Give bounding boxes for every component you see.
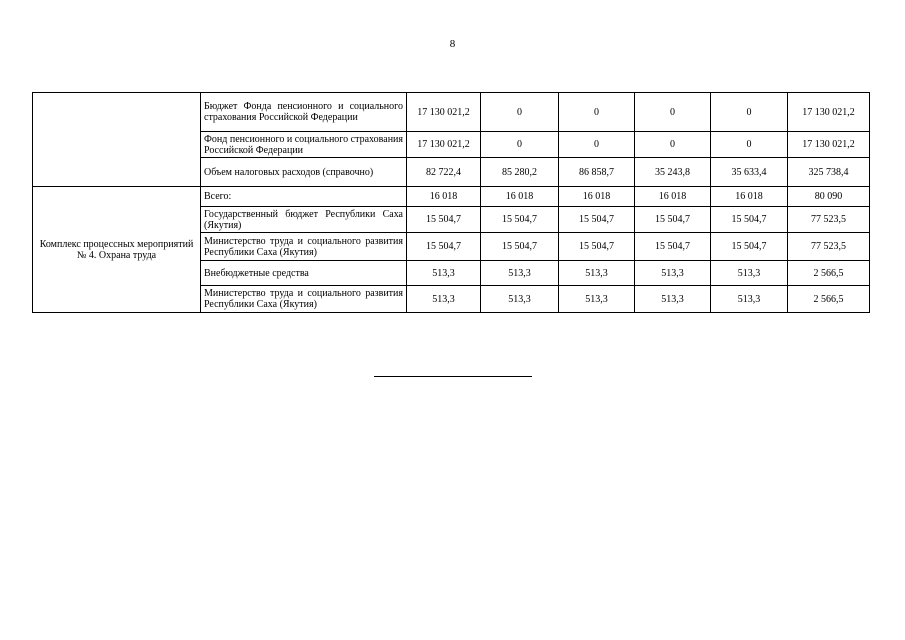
value-cell: 35 243,8 [635, 158, 711, 187]
table-row [33, 93, 870, 132]
value-cell: 513,3 [711, 286, 788, 313]
funding-source-cell: Фонд пенсионного и социального страхования Российской Федерации [201, 132, 407, 158]
total-cell: 2 566,5 [788, 286, 870, 313]
value-cell: 16 018 [711, 187, 788, 207]
value-cell: 16 018 [635, 187, 711, 207]
value-cell: 513,3 [635, 286, 711, 313]
total-cell: 80 090 [788, 187, 870, 207]
value-cell: 0 [481, 132, 559, 158]
table-row [33, 187, 870, 207]
value-cell: 15 504,7 [711, 233, 788, 261]
total-cell: 17 130 021,2 [788, 93, 870, 132]
value-cell: 15 504,7 [481, 207, 559, 233]
value-cell: 15 504,7 [407, 233, 481, 261]
value-cell: 0 [559, 93, 635, 132]
value-cell: 85 280,2 [481, 158, 559, 187]
value-cell: 513,3 [559, 261, 635, 286]
funding-source-cell: Всего: [201, 187, 407, 207]
value-cell: 16 018 [407, 187, 481, 207]
value-cell: 15 504,7 [559, 207, 635, 233]
value-cell: 0 [559, 132, 635, 158]
section-cell: Комплекс процессных мероприятий № 4. Охрана труда [33, 187, 201, 313]
total-cell: 77 523,5 [788, 233, 870, 261]
value-cell: 513,3 [481, 286, 559, 313]
total-cell: 17 130 021,2 [788, 132, 870, 158]
value-cell: 15 504,7 [481, 233, 559, 261]
value-cell: 513,3 [711, 261, 788, 286]
budget-table [32, 92, 870, 313]
page-number: 8 [449, 38, 456, 50]
value-cell: 513,3 [559, 286, 635, 313]
value-cell: 0 [481, 93, 559, 132]
section-cell [33, 93, 201, 187]
value-cell: 0 [711, 93, 788, 132]
value-cell: 82 722,4 [407, 158, 481, 187]
value-cell: 0 [635, 132, 711, 158]
value-cell: 16 018 [559, 187, 635, 207]
value-cell: 0 [711, 132, 788, 158]
value-cell: 513,3 [635, 261, 711, 286]
value-cell: 16 018 [481, 187, 559, 207]
value-cell: 15 504,7 [635, 207, 711, 233]
total-cell: 325 738,4 [788, 158, 870, 187]
value-cell: 86 858,7 [559, 158, 635, 187]
value-cell: 0 [635, 93, 711, 132]
value-cell: 15 504,7 [407, 207, 481, 233]
funding-source-cell: Объем налоговых расходов (справочно) [201, 158, 407, 187]
value-cell: 513,3 [407, 261, 481, 286]
funding-source-cell: Бюджет Фонда пенсионного и социального страхования Российской Федерации [201, 93, 407, 132]
value-cell: 513,3 [407, 286, 481, 313]
end-separator-line [374, 376, 532, 377]
total-cell: 77 523,5 [788, 207, 870, 233]
funding-source-cell: Государственный бюджет Республики Саха (Якутия) [201, 207, 407, 233]
value-cell: 35 633,4 [711, 158, 788, 187]
value-cell: 17 130 021,2 [407, 93, 481, 132]
value-cell: 15 504,7 [559, 233, 635, 261]
funding-source-cell: Министерство труда и социального развития Республики Саха (Якутия) [201, 286, 407, 313]
value-cell: 17 130 021,2 [407, 132, 481, 158]
value-cell: 15 504,7 [711, 207, 788, 233]
funding-source-cell: Министерство труда и социального развития Республики Саха (Якутия) [201, 233, 407, 261]
value-cell: 513,3 [481, 261, 559, 286]
total-cell: 2 566,5 [788, 261, 870, 286]
value-cell: 15 504,7 [635, 233, 711, 261]
funding-source-cell: Внебюджетные средства [201, 261, 407, 286]
